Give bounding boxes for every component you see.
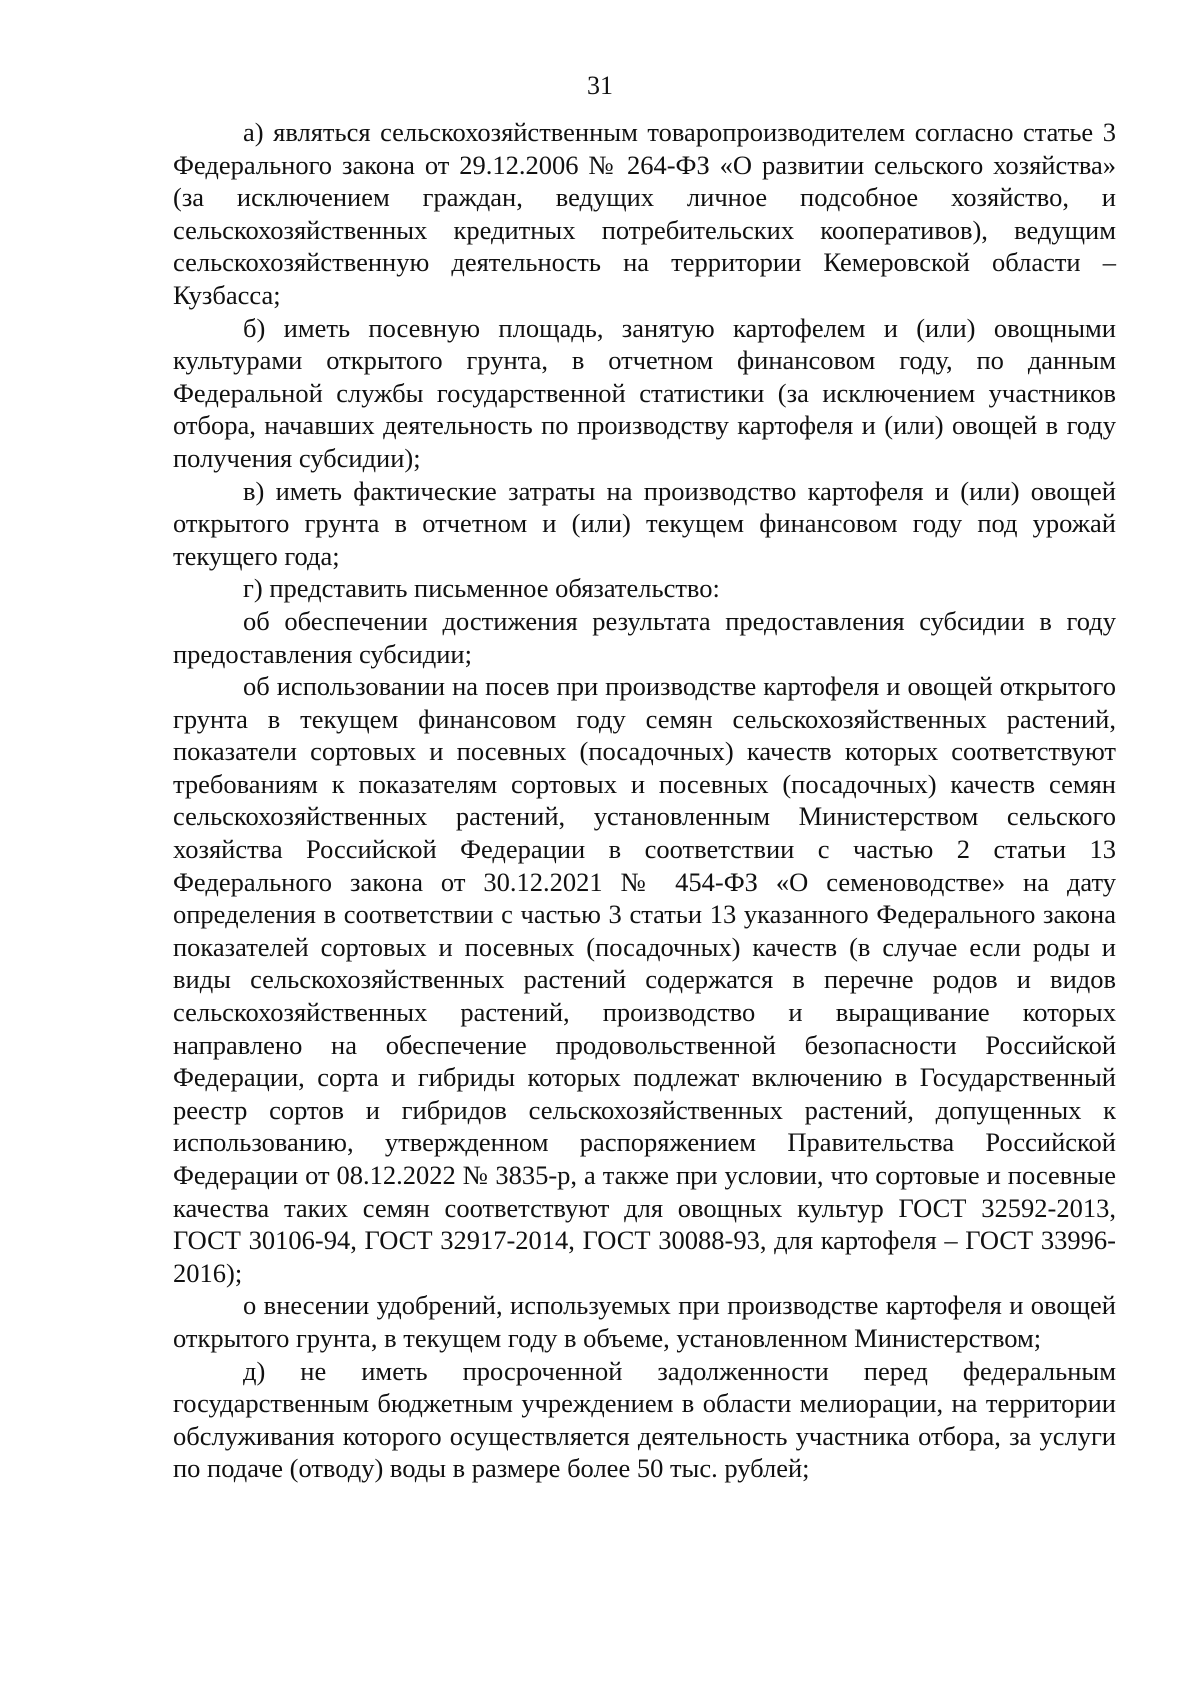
page-number: 31 — [587, 71, 613, 100]
document-body — [173, 116, 1116, 1485]
paragraph-v-actual-costs: в) иметь фактические затраты на производство картофеля и (или) овощей открытого грунта в отчетном и (или) текущем финансовом году под урожай текущего года; — [173, 475, 1116, 571]
paragraph-obligation-seeds: об использовании на посев при производстве картофеля и овощей открытого грунта в текущем финансовом году семян сельскохозяйственных растений, показатели сортовых и посевных (посадочных) качеств которых соответствуют требованиям к показателям сортовых и посевных (посадочных) качеств семян сельскохозяйственных растений, установленным Министерством сельского хозяйства Российской Федерации в соответствии с частью 2 статьи 13 Федерального закона от 30.12.2021 № 454-ФЗ «О семеноводстве» на дату определения в соответствии с частью 3 статьи 13 указанного Федерального закона показателей сортовых и посевных (посадочных) качеств (в случае если роды и виды сельскохозяйственных растений содержатся в перечне родов и видов сельскохозяйственных растений, производство и выращивание которых направлено на обеспечение продовольственной безопасности Российской Федерации, сорта и гибриды которых подлежат включению в Государственный реестр сортов и гибридов сельскохозяйственных растений, допущенных к использованию, утвержденном распоряжением Правительства Российской Федерации от 08.12.2022 № 3835-р, а также при условии, что сортовые и посевные качества таких семян соответствуют для овощных культур ГОСТ 32592-2013, ГОСТ 30106-94, ГОСТ 32917-2014, ГОСТ 30088-93, для картофеля – ГОСТ 33996-2016); — [173, 671, 1116, 1288]
paragraph-b-sown-area: б) иметь посевную площадь, занятую картофелем и (или) овощными культурами открытого грунта, в отчетном финансовом году, по данным Федеральной службы государственной статистики (за исключением участников отбора, начавших деятельность по производству картофеля и (или) овощей в году получения субсидии); — [173, 312, 1116, 473]
paragraph-d-no-overdue-debt: д) не иметь просроченной задолженности перед федеральным государственным бюджетным учреждением в области мелиорации, на территории обслуживания которого осуществляется деятельность участника отбора, за услуги по подаче (отводу) воды в размере более 50 тыс. рублей; — [173, 1355, 1116, 1484]
paragraph-obligation-fertilizers: о внесении удобрений, используемых при производстве картофеля и овощей открытого грунта, в текущем году в объеме, установленном Министерством; — [173, 1290, 1116, 1353]
paragraph-a-agricultural-producer: а) являться сельскохозяйственным товаропроизводителем согласно статье 3 Федерального закона от 29.12.2006 № 264-ФЗ «О развитии сельского хозяйства» (за исключением граждан, ведущих личное подсобное хозяйство, и сельскохозяйственных кредитных потребительских кооперативов), ведущим сельскохозяйственную деятельность на территории Кемеровской области – Кузбасса; — [173, 117, 1116, 310]
paragraph-obligation-result: об обеспечении достижения результата предоставления субсидии в году предоставления субсидии; — [173, 605, 1116, 669]
paragraph-g-written-obligation: г) представить письменное обязательство: — [243, 573, 720, 604]
